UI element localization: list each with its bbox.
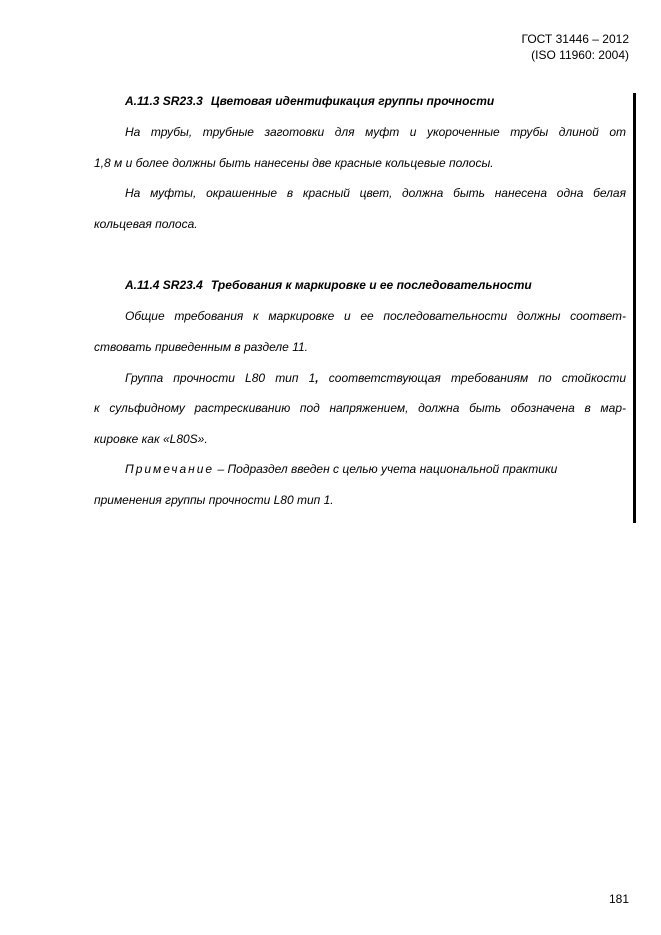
document-header xyxy=(522,31,630,63)
change-bar xyxy=(633,93,636,523)
section-title: Требования к маркировке и ее последовательности xyxy=(210,278,532,292)
paragraph-line xyxy=(125,371,626,385)
section-heading-a11-3 xyxy=(125,94,494,108)
note-text: Подраздел введен с целью учета национальной практики xyxy=(227,462,558,476)
standard-number: ГОСТ 31446 – 2012 xyxy=(521,32,629,46)
note-dash: – xyxy=(214,462,228,476)
note-line xyxy=(125,462,557,476)
paragraph-line: 1,8 м и более должны быть нанесены две красные кольцевые полосы. xyxy=(94,156,494,170)
paragraph-line: Общие требования к маркировке и ее последовательности должны соответ- xyxy=(125,309,626,323)
section-title: Цветовая идентификация группы прочности xyxy=(210,94,495,108)
iso-reference: (ISO 11960: 2004) xyxy=(531,48,629,62)
page-number: 181 xyxy=(608,892,629,906)
section-number: A.11.3 SR23.3 xyxy=(125,94,203,108)
paragraph-line: к сульфидному растрескиванию под напряжением, должна быть обозначена в мар- xyxy=(94,401,626,415)
section-number: A.11.4 SR23.4 xyxy=(125,278,203,292)
section-heading-a11-4 xyxy=(125,278,532,292)
text-fragment: Группа прочности L80 тип 1 xyxy=(125,371,316,385)
paragraph-line: кольцевая полоса. xyxy=(94,217,198,231)
paragraph-line: кировке как «L80S». xyxy=(94,432,208,446)
note-line: применения группы прочности L80 тип 1. xyxy=(94,493,334,507)
paragraph-line: ствовать приведенным в разделе 11. xyxy=(94,340,308,354)
text-fragment: соответствующая требованиям по стойкости xyxy=(318,371,626,385)
paragraph-line: На трубы, трубные заготовки для муфт и укороченные трубы длиной от xyxy=(125,125,626,139)
note-label: Примечание xyxy=(125,462,215,476)
bold-comma: , xyxy=(315,371,319,385)
paragraph-line: На муфты, окрашенные в красный цвет, должна быть нанесена одна белая xyxy=(125,186,626,200)
